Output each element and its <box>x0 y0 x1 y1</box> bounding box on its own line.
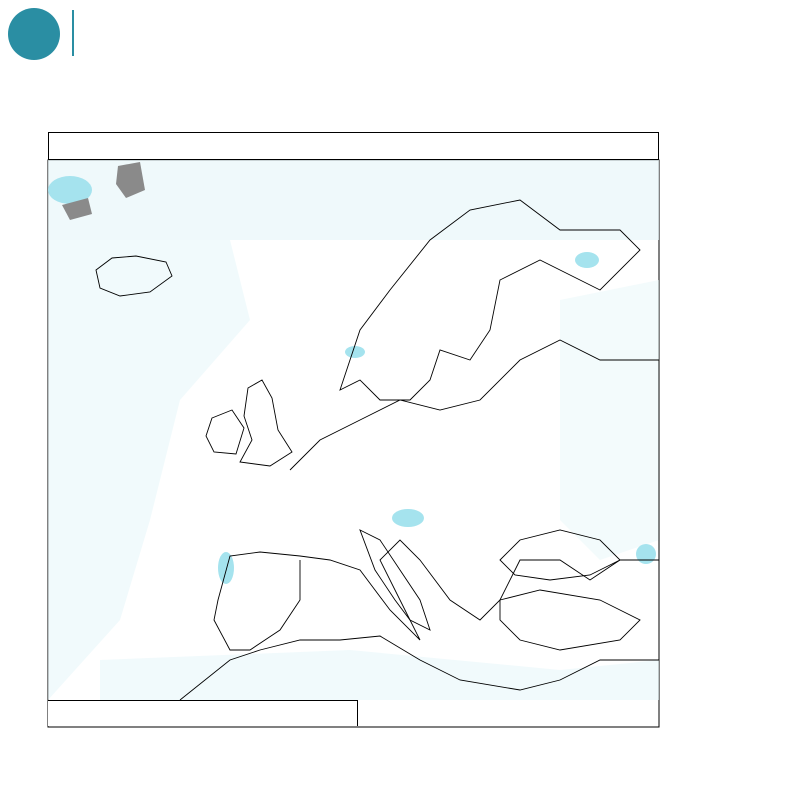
fog-iberia <box>218 552 234 584</box>
shade-east <box>560 280 659 560</box>
fog-ukraine <box>575 252 599 268</box>
fog-alps <box>392 509 424 527</box>
fog-caucasus <box>636 544 656 564</box>
model-caption <box>48 700 358 726</box>
fog-norway <box>345 346 365 358</box>
